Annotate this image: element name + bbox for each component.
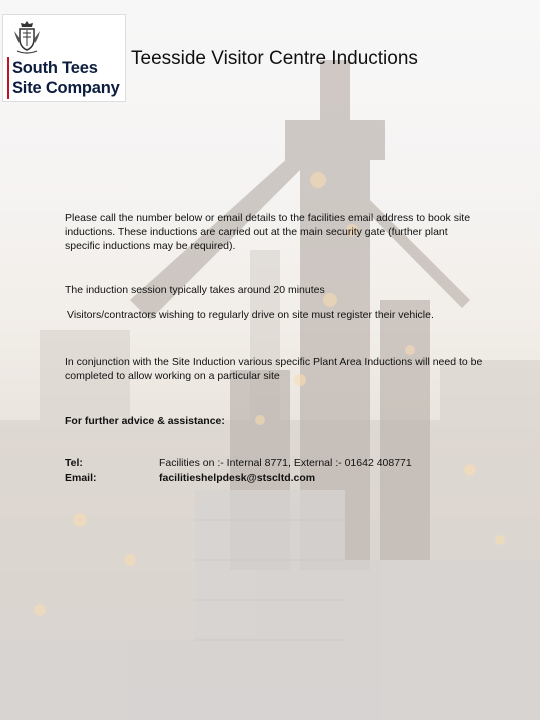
tel-value: Facilities on :- Internal 8771, External :- 01642 408771: [159, 457, 412, 469]
email-label: Email:: [65, 472, 97, 484]
logo-text-line1: South Tees: [12, 59, 98, 77]
advice-heading: For further advice & assistance:: [65, 415, 225, 427]
page-title: Teesside Visitor Centre Inductions: [131, 48, 418, 69]
plant-induction-paragraph: In conjunction with the Site Induction various specific Plant Area Inductions will need to be completed to allow working on a particular site: [65, 356, 483, 382]
booking-paragraph: Please call the number below or email details to the facilities email address to book site inductions. These inductions are carried out at the main security gate (further plant specific inductions may be required).: [65, 212, 471, 252]
company-logo: [2, 14, 126, 102]
tel-label: Tel:: [65, 457, 83, 469]
logo-accent-bar: [7, 57, 9, 99]
duration-paragraph: The induction session typically takes around 20 minutes: [65, 284, 325, 296]
coat-of-arms-icon: [11, 19, 43, 55]
contact-tel-row: [65, 456, 485, 471]
email-link[interactable]: facilitieshelpdesk@stscltd.com: [159, 472, 316, 484]
contact-email-row: [65, 471, 485, 486]
vehicle-paragraph: Visitors/contractors wishing to regularly drive on site must register their vehicle.: [67, 309, 434, 321]
logo-text-line2: Site Company: [12, 79, 120, 97]
contact-details: [65, 456, 485, 486]
